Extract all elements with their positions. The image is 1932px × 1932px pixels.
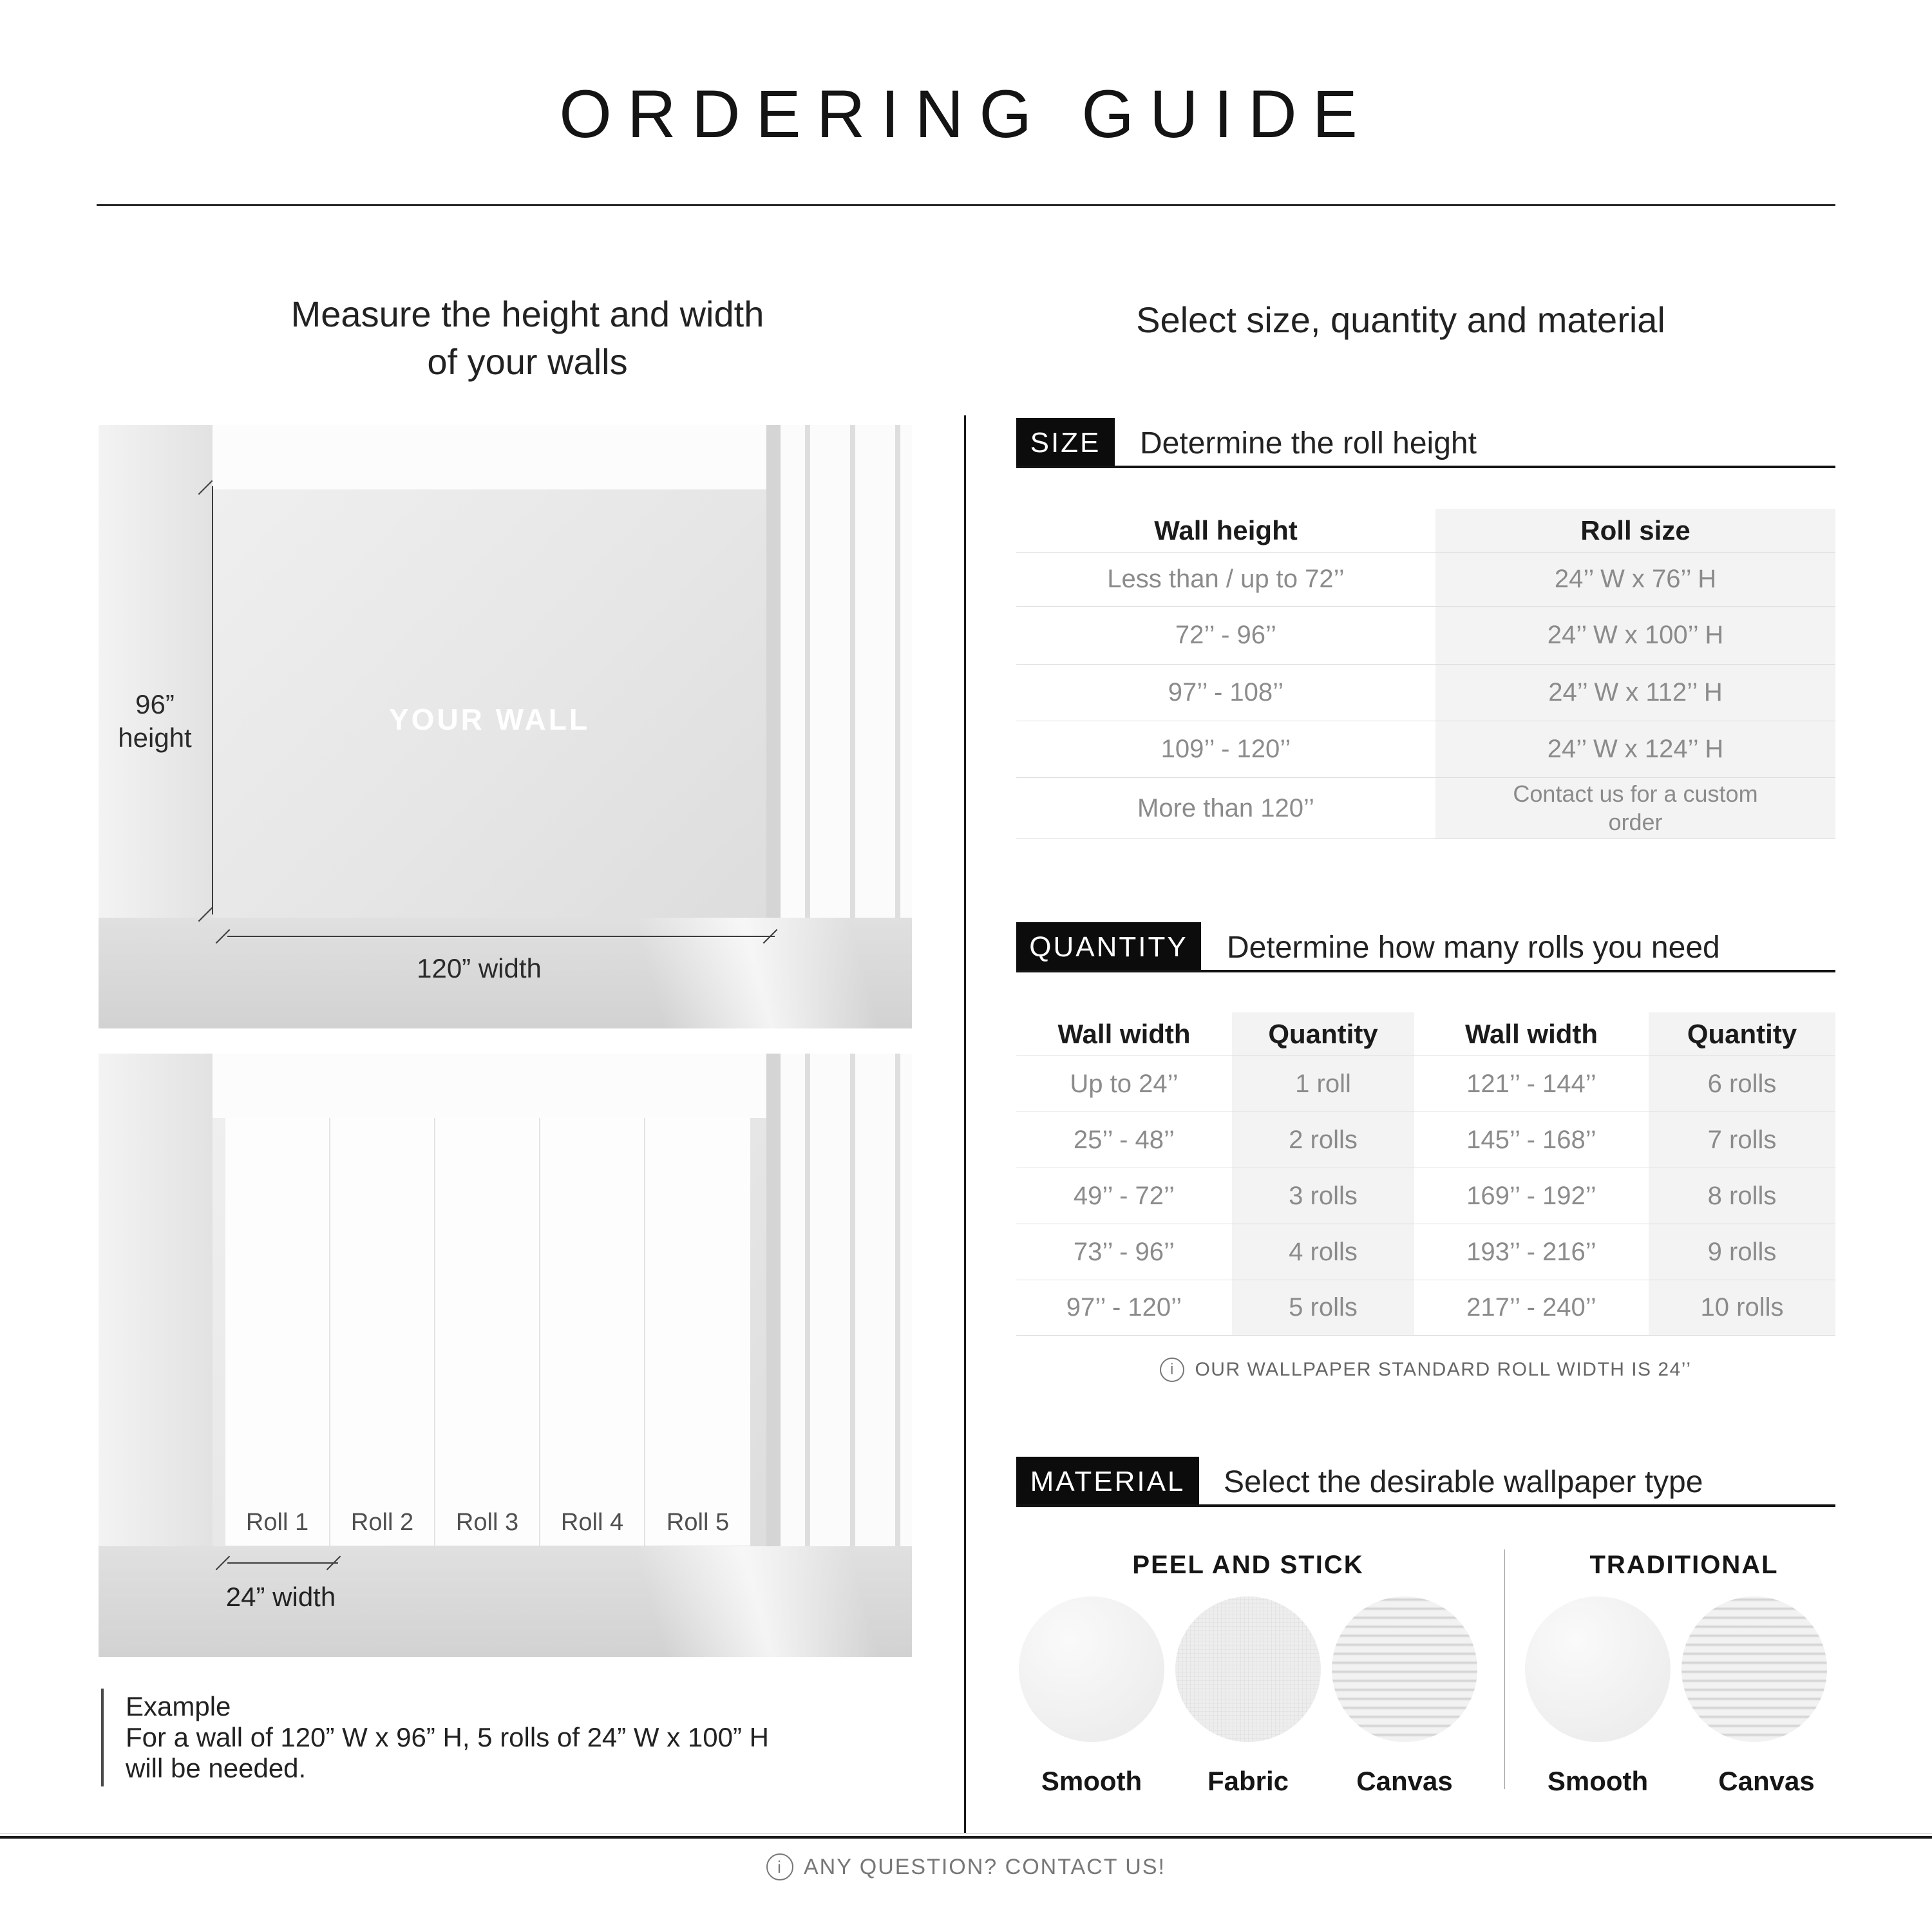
room1-ceiling xyxy=(213,425,766,489)
quantity-underline xyxy=(1016,970,1835,972)
size-row-roll: Contact us for a custom order xyxy=(1435,777,1835,839)
qty-cell: 193’’ - 216’’ xyxy=(1414,1224,1649,1280)
size-row-roll: 24’’ W x 112’’ H xyxy=(1435,664,1835,721)
swatch-canvas xyxy=(1332,1596,1477,1742)
qty-cell: 1 roll xyxy=(1232,1056,1414,1112)
qty-header: Quantity xyxy=(1649,1012,1835,1056)
qty-cell: 10 rolls xyxy=(1649,1280,1835,1336)
qty-cell: 145’’ - 168’’ xyxy=(1414,1112,1649,1168)
room2-floor-light xyxy=(633,1546,912,1657)
example-line: will be needed. xyxy=(126,1753,307,1783)
room-illustration-rolls xyxy=(99,1054,912,1657)
material-group-traditional: TRADITIONAL xyxy=(1589,1551,1779,1579)
example-block xyxy=(126,1691,937,1784)
qty-cell: 73’’ - 96’’ xyxy=(1016,1224,1232,1280)
swatch-smooth xyxy=(1019,1596,1164,1742)
material-group-divider xyxy=(1504,1549,1505,1789)
window-mullion xyxy=(895,1054,900,1546)
size-badge: SIZE xyxy=(1016,418,1115,468)
height-label xyxy=(102,688,208,755)
example-accent-bar xyxy=(101,1689,104,1786)
room2-window xyxy=(766,1054,912,1546)
room1-window xyxy=(766,425,912,918)
wallpaper-roll-panels xyxy=(225,1118,750,1546)
window-mullion xyxy=(805,1054,810,1546)
left-heading-line2: of your walls xyxy=(427,341,628,382)
left-heading-line1: Measure the height and width xyxy=(290,294,764,334)
height-word: height xyxy=(118,723,192,753)
qty-cell: 121’’ - 144’’ xyxy=(1414,1056,1649,1112)
roll-label: Roll 2 xyxy=(350,1509,414,1536)
size-row-roll: 24’’ W x 124’’ H xyxy=(1435,721,1835,777)
example-title: Example xyxy=(126,1691,231,1721)
window-frame xyxy=(766,1054,781,1546)
height-dimension-line xyxy=(212,486,213,914)
material-option-label: Smooth xyxy=(1547,1766,1649,1796)
qty-cell: 49’’ - 72’’ xyxy=(1016,1168,1232,1224)
width-label: 120” width xyxy=(417,953,542,983)
qty-cell: 6 rolls xyxy=(1649,1056,1835,1112)
roll-panel xyxy=(330,1118,435,1546)
material-option-label: Smooth xyxy=(1041,1766,1142,1796)
qty-cell: 25’’ - 48’’ xyxy=(1016,1112,1232,1168)
roll-width-note xyxy=(1016,1358,1835,1382)
window-mullion xyxy=(850,1054,855,1546)
qty-header: Wall width xyxy=(1464,1018,1598,1049)
footer xyxy=(0,1853,1932,1880)
material-option-label: Fabric xyxy=(1207,1766,1289,1796)
qty-cell: 3 rolls xyxy=(1232,1168,1414,1224)
width-dimension-line xyxy=(227,936,775,937)
height-value: 96” xyxy=(135,689,175,719)
qty-cell: 217’’ - 240’’ xyxy=(1414,1280,1649,1336)
roll-panel xyxy=(645,1118,750,1546)
page-title: ORDERING GUIDE xyxy=(559,77,1373,152)
quantity-heading: Determine how many rolls you need xyxy=(1227,930,1720,965)
material-heading: Select the desirable wallpaper type xyxy=(1224,1464,1703,1499)
material-option-label: Canvas xyxy=(1356,1766,1453,1796)
qty-cell: Up to 24’’ xyxy=(1016,1056,1232,1112)
material-badge: MATERIAL xyxy=(1016,1457,1199,1507)
note-text: OUR WALLPAPER STANDARD ROLL WIDTH IS 24’’ xyxy=(1195,1359,1692,1380)
quantity-table xyxy=(1016,1012,1835,1336)
size-row-wall: Less than / up to 72’’ xyxy=(1016,552,1435,606)
size-table xyxy=(1016,509,1835,839)
room2-left-wall xyxy=(99,1054,213,1546)
qty-header: Quantity xyxy=(1232,1012,1414,1056)
room2-ceiling xyxy=(213,1054,766,1118)
size-heading: Determine the roll height xyxy=(1140,426,1477,460)
qty-cell: 5 rolls xyxy=(1232,1280,1414,1336)
qty-cell: 97’’ - 120’’ xyxy=(1016,1280,1232,1336)
info-icon: i xyxy=(1160,1358,1184,1382)
right-column-heading: Select size, quantity and material xyxy=(1136,299,1665,340)
qty-cell: 2 rolls xyxy=(1232,1112,1414,1168)
room1-left-wall xyxy=(99,425,213,918)
material-group-peel-and-stick: PEEL AND STICK xyxy=(1132,1551,1364,1579)
size-row-roll: 24’’ W x 76’’ H xyxy=(1435,552,1835,606)
material-option-label: Canvas xyxy=(1718,1766,1815,1796)
roll-label: Roll 4 xyxy=(560,1509,624,1536)
roll-panel xyxy=(225,1118,330,1546)
roll-panel xyxy=(540,1118,645,1546)
qty-cell: 7 rolls xyxy=(1649,1112,1835,1168)
window-mullion xyxy=(895,425,900,918)
quantity-badge: QUANTITY xyxy=(1016,922,1201,972)
swatch-fabric xyxy=(1175,1596,1321,1742)
info-icon: i xyxy=(766,1853,793,1880)
window-mullion xyxy=(805,425,810,918)
roll-label: Roll 5 xyxy=(666,1509,730,1536)
swatch-smooth xyxy=(1525,1596,1671,1742)
qty-cell: 8 rolls xyxy=(1649,1168,1835,1224)
window-mullion xyxy=(850,425,855,918)
your-wall-label: YOUR WALL xyxy=(389,703,590,736)
qty-cell: 4 rolls xyxy=(1232,1224,1414,1280)
size-underline xyxy=(1016,466,1835,468)
roll-width-label: 24” width xyxy=(225,1582,336,1612)
roll-panel xyxy=(435,1118,540,1546)
title-divider xyxy=(97,204,1835,206)
column-divider xyxy=(964,415,966,1833)
roll-width-dimension-line xyxy=(227,1562,338,1564)
window-frame xyxy=(766,425,781,918)
size-row-wall: 72’’ - 96’’ xyxy=(1016,606,1435,664)
roll-label: Roll 1 xyxy=(245,1509,309,1536)
footer-text: ANY QUESTION? CONTACT US! xyxy=(804,1854,1166,1879)
roll-label: Roll 3 xyxy=(455,1509,519,1536)
size-row-wall: More than 120’’ xyxy=(1016,777,1435,839)
size-col-header-wall: Wall height xyxy=(1154,515,1298,545)
room-illustration-measure xyxy=(99,425,912,1028)
qty-cell: 9 rolls xyxy=(1649,1224,1835,1280)
qty-cell: 169’’ - 192’’ xyxy=(1414,1168,1649,1224)
footer-divider xyxy=(0,1836,1932,1839)
swatch-canvas xyxy=(1681,1596,1827,1742)
qty-header: Wall width xyxy=(1057,1018,1191,1049)
size-row-wall: 97’’ - 108’’ xyxy=(1016,664,1435,721)
left-column-heading xyxy=(205,290,849,386)
size-row-roll: 24’’ W x 100’’ H xyxy=(1435,606,1835,664)
material-underline xyxy=(1016,1504,1835,1507)
size-col-header-roll: Roll size xyxy=(1435,509,1835,552)
size-row-wall: 109’’ - 120’’ xyxy=(1016,721,1435,777)
example-line: For a wall of 120” W x 96” H, 5 rolls of 24” W x 100” H xyxy=(126,1722,769,1752)
